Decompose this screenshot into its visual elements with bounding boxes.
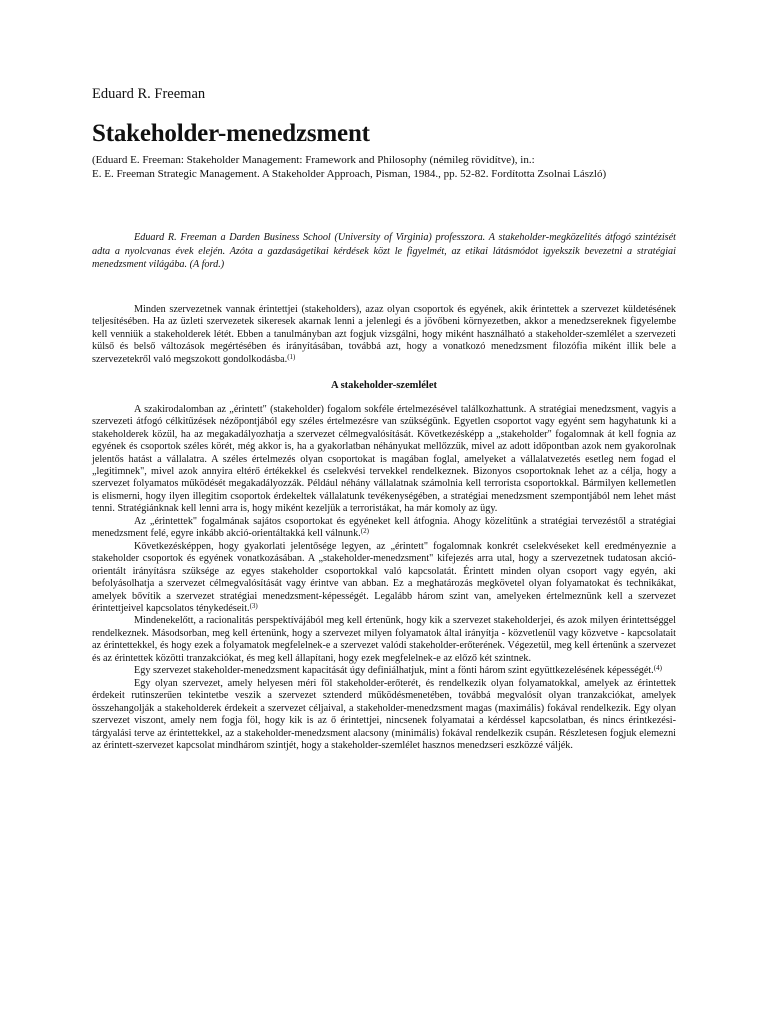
body-paragraph [92,665,676,677]
paragraph-text: Az „érintettek" fogalmának sajátos csoportokat és egyéneket kell átfognia. Ahogy közelítünk a stratégiai tervezéstől a stratégiai menedzsment felé, egyre inkább akció-orientáltakká kell válnunk. [92,515,676,540]
source-line-2: E. E. Freeman Strategic Management. A Stakeholder Approach, Pisman, 1984., pp. 52-82. Fordította Zsolnai László) [92,168,607,180]
source-citation [92,153,606,181]
body-paragraph [92,516,676,541]
body-text [92,304,676,752]
paragraph-text: Egy olyan szervezet, amely helyesen méri föl stakeholder-erőterét, és rendelkezik olyan folyamatokkal, amelyek az érintettek érdekeit rutinszerűen tekintetbe veszik a szervezet sztenderd működésmenetében, továbbá megvalósít olyan tranzakciókat, amelyek összehangolják a stakeholderek érdekeit a szervezet céljaival, a stakeholder-menedzsment magas (maximális) fokával rendelkezik. Egy olyan szervezet viszont, amely nem fogja föl, hogy kik is az ő érintettjei, nincsenek folyamatai a kérdéssel kapcsolatban, és nincs érintkezési-tárgyalási terve az érintettekkel, az a stakeholder-menedzsment alacsony (minimális) fokával rendelkezik csupán. Részletesen fogjuk elemezni az érintett-szervezet kapcsolat mindhárom szintjét, hogy a stakeholder-szemlélet hasznos menedzseri eszközzé váljék. [92,677,676,751]
paragraph-text: Mindenekelőtt, a racionalitás perspektívájából meg kell értenünk, hogy kik a szervezet stakeholderjei, és azok milyen érintettséggel rendelkeznek. Másodsorban, meg kell értenünk, hogy a szervezet milyen folyamatok által irányítja - közvetlenül vagy közvetve - kapcsolatait az érintettekkel, és hogy ezek a folyamatok megfelelnek-e a szervezet valódi stakeholder-erőterének. Végezetül, meg kell értenünk a szervezet és az érintettek közötti tranzakciókat, és meg kell állapítani, hogy ezek megfelelnek-e az előző két szintnek. [92,615,676,664]
body-paragraph [92,678,676,753]
intro-paragraph [92,304,676,366]
body-paragraph [92,615,676,665]
body-paragraph [92,541,676,616]
translator-abstract: Eduard R. Freeman a Darden Business School (University of Virginia) professzora. A stakeholder-megközelítés átfogó szintézisét adta a nyolcvanas évek elején. Azóta a gazdaságetikai kérdések közt le figyelmét, az etikai látásmódot igyekszik bevezetni a stratégiai menedzsment világába. (A ford.) [92,232,676,270]
footnote-ref: (4) [653,664,662,673]
section-heading: A stakeholder-szemlélet [330,380,438,392]
footnote-ref: (1) [287,352,296,361]
intro-text: Minden szervezetnek vannak érintettjei (stakeholders), azaz olyan csoportok és egyének, akik érintettek a szervezet küldetésének teljesítésében. Ha az üzleti szervezetek sikeresek akarnak lenni a jelenlegi és a jövőbeni környezetben, akkor a menedzsereknek figyelembe kell venniük a stakeholderek létét. Ebben a tanulmányban azt fogjuk vizsgálni, hogy miként használható a stakeholder-szemlélet a szervezeti külső és belső változások megértésében és irányításában, továbbá azt, hogy a vonatkozó menedzsment filozófia miként illik bele a szervezetekről való megszokott gondolkodásba. [92,304,676,365]
footnote-ref: (3) [249,601,258,610]
document-title: Stakeholder-menedzsment [92,120,370,147]
footnote-ref: (2) [360,527,369,536]
paragraph-text: Következésképpen, hogy gyakorlati jelentősége legyen, az „érintett" fogalomnak konkrét cselekvéseket kell eredményeznie a stakeholder csoportok és egyének vonatkozásában. A „stakeholder-menedzsment" kifejezés arra utal, hogy a szervezetnek tudatosan akció-orientált irányításra szüksége az egyes stakeholder csoportokkal való kapcsolatát. Érintett minden olyan csoport vagy egyén, aki befolyásolhatja a szervezet célmegvalósítását vagy érintve van abban. Ez a meghatározás megkövetel olyan folyamatokat és technikákat, amelyek bővítik a szervezet stratégiai menedzsment-képességét. Legalább három szint van, amelyeken értelmeznünk kell a szervezet érintettjeivel kapcsolatos ténykedéseit. [92,540,676,614]
author-name: Eduard R. Freeman [92,86,206,102]
body-paragraph [92,404,676,516]
paragraph-text: Egy szervezet stakeholder-menedzsment kapacitását úgy definiálhatjuk, mint a fönti három szint együttkezelésének képességét. [134,665,654,677]
paragraph-text: A szakirodalomban az „érintett" (stakeholder) fogalom sokféle értelmezésével találkozhattunk. A stratégiai menedzsment, vagyis a szervezeti átfogó célkitűzések nézőpontjából egy széles értelmezésre van szükségünk. Egyetlen csoportot vagy egyént sem hagyhatunk ki a stakeholderek közül, ha az megakadályozhatja a szervezet célmegvalósítását. Következésképp a „stakeholder" fogalomnak át kell fognia az egyének és csoportok széles körét, még akkor is, ha a gyakorlatban néhányukat mellőzzük, mivel az adott időpontban azok nem gyakorolnak jelentős hatást a vállalatra. A széles értelmezés olyan csoportokat is magában foglal, amelyeket a vállalatvezetés esetleg nem fogad el „legitimnek", mivel azok annyira eltérő értékekkel és cselekvési tervekkel rendelkeznek. Bizonyos csoportoknak lehet az a célja, hogy a szervezet folyamatos működését megakadályozzák. Például néhány vállalatnak számolnia kell terrorista csoportokkal. Bármilyen kellemetlen is elismerni, hogy ilyen illegitim csoportok érdekeltek vállalatunk tevékenységében, a stratégiai menedzsment szempontjából nem lehet mást tenni. Stratégiánknak kell lenni arra is, hogy miként kezeljük a terroristákat, ha már komoly az ügy. [92,403,676,515]
source-line-1: (Eduard E. Freeman: Stakeholder Management: Framework and Philosophy (némileg rövidítve), in.: [92,154,535,166]
